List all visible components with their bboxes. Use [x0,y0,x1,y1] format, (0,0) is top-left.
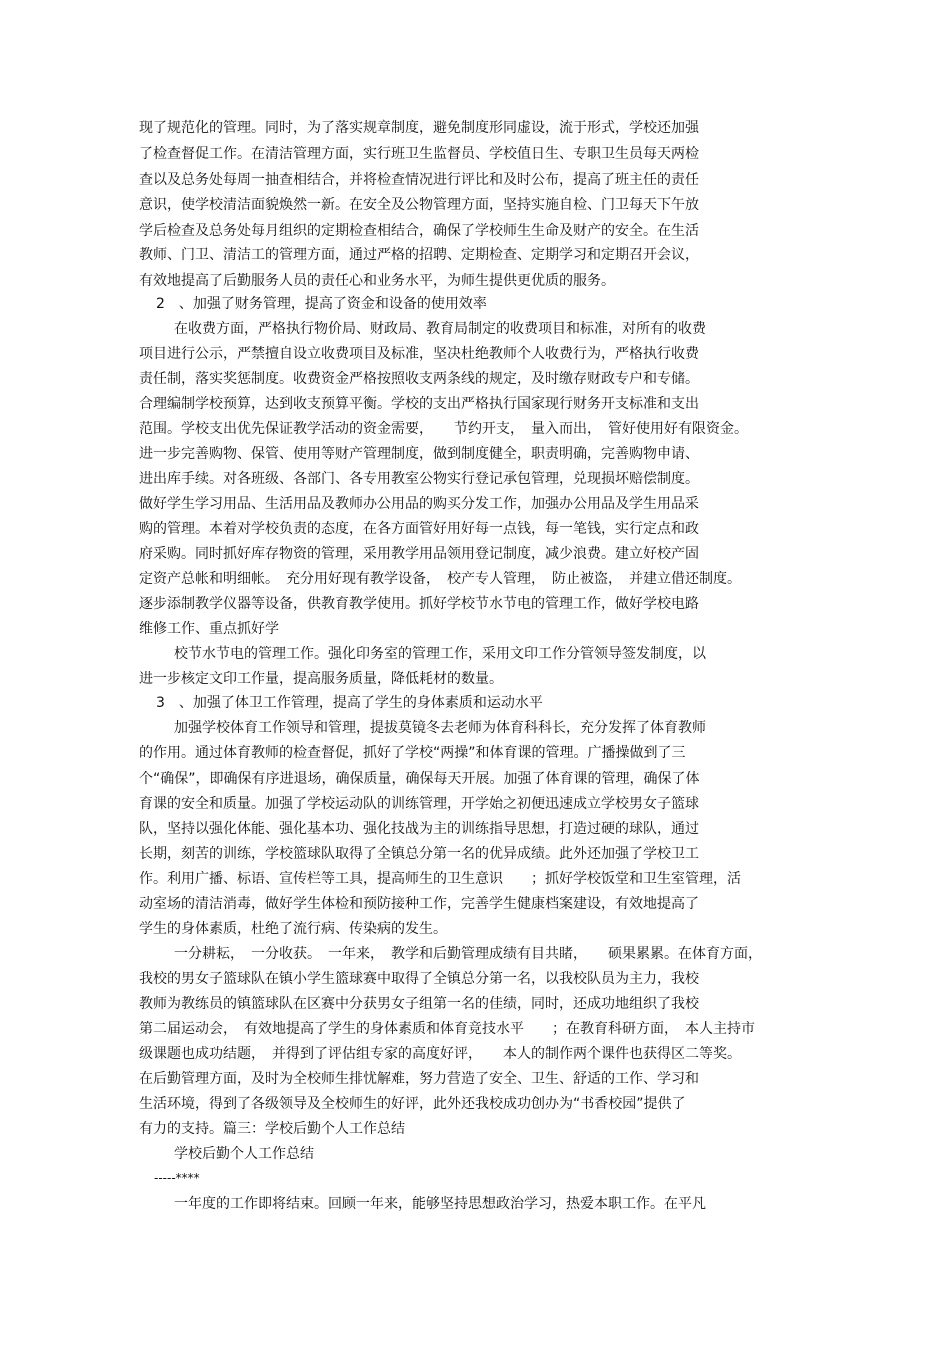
text-line: 购的管理。本着对学校负责的态度，在各方面管好用好每一点钱，每一笔钱，实行定点和政 [139,521,699,537]
text-line: 进出库手续。对各班级、各部门、各专用教室公物实行登记承包管理，兑现损坏赔偿制度。 [139,471,699,487]
text-line: 学后检查及总务处每月组织的定期检查相结合，确保了学校师生生命及财产的安全。在生活 [139,223,699,239]
text-line: 我校的男女子篮球队在镇小学生篮球赛中取得了全镇总分第一名，以我校队员为主力，我校 [139,971,699,987]
text-line: 责任制，落实奖惩制度。收费资金严格按照收支两条线的规定，及时缴存财政专户和专储。 [139,371,699,387]
text-line: 进一步完善购物、保管、使用等财产管理制度，做到制度健全，职责明确，完善购物申请、 [139,446,699,462]
text-line: 维修工作、重点抓好学 [139,621,279,637]
text-line: 项目进行公示，严禁擅自设立收费项目及标准，坚决杜绝教师个人收费行为，严格执行收费 [139,346,699,362]
text-line: 一分耕耘， 一分收获。 一年来， 教学和后勤管理成绩有目共睹， 硕果累累。在体育方面， [174,946,762,962]
subtitle: 学校后勤个人工作总结 [174,1146,314,1162]
text-line: 有力的支持。篇三：学校后勤个人工作总结 [139,1121,405,1137]
text-line: 教师、门卫、清洁工的管理方面，通过严格的招聘、定期检查、定期学习和定期召开会议， [139,247,699,263]
text-line: 动室场的清洁消毒，做好学生体检和预防接种工作，完善学生健康档案建设，有效地提高了 [139,896,699,912]
text-line: 育课的安全和质量。加强了学校运动队的训练管理，开学始之初便迅速成立学校男女子篮球 [139,796,699,812]
text-line: 做好学生学习用品、生活用品及教师办公用品的购买分发工作，加强办公用品及学生用品采 [139,496,699,512]
text-line: 府采购。同时抓好库存物资的管理，采用教学用品领用登记制度，减少浪费。建立好校产固 [139,546,699,562]
text-line: 加强学校体育工作领导和管理，提拔莫镜冬去老师为体育科科长，充分发挥了体育教师 [174,720,706,736]
text-line: 合理编制学校预算，达到收支预算平衡。学校的支出严格执行国家现行财务开支标准和支出 [139,396,699,412]
text-line: 在后勤管理方面，及时为全校师生排忧解难，努力营造了安全、卫生、舒适的工作、学习和 [139,1071,699,1087]
text-line: 队，坚持以强化体能、强化基本功、强化技战为主的训练指导思想，打造过硬的球队，通过 [139,821,699,837]
text-line: 的作用。通过体育教师的检查督促，抓好了学校“两操”和体育课的管理。广播操做到了三 [139,745,686,761]
text-line: 校节水节电的管理工作。强化印务室的管理工作，采用文印工作分管领导签发制度，以 [174,646,706,662]
section-heading: 3 、加强了体卫工作管理，提高了学生的身体素质和运动水平 [156,695,543,711]
text-line: 一年度的工作即将结束。回顾一年来，能够坚持思想政治学习，热爱本职工作。在平凡 [174,1196,706,1212]
text-line: 教师为教练员的镇篮球队在区赛中分获男女子组第一名的佳绩，同时，还成功地组织了我校 [139,996,699,1012]
text-line: 意识，使学校清洁面貌焕然一新。在安全及公物管理方面，坚持实施自检、门卫每天下午放 [139,197,699,213]
text-line: 在收费方面，严格执行物价局、财政局、教育局制定的收费项目和标准，对所有的收费 [174,321,706,337]
text-line: 范围。学校支出优先保证教学活动的资金需要， 节约开支， 量入而出， 管好使用好有限资金。 [139,421,748,437]
text-line: 了检查督促工作。在清洁管理方面，实行班卫生监督员、学校值日生、专职卫生员每天两检 [139,146,699,162]
section-heading: 2 、加强了财务管理，提高了资金和设备的使用效率 [156,296,487,312]
text-line: 个“确保”，即确保有序进退场，确保质量，确保每天开展。加强了体育课的管理，确保了体 [139,771,700,787]
text-line: 定资产总帐和明细帐。 充分用好现有教学设备， 校产专人管理， 防止被盗， 并建立借还制度。 [139,571,741,587]
text-line: 现了规范化的管理。同时，为了落实规章制度，避免制度形同虚设，流于形式，学校还加强 [139,120,699,136]
text-line: 进一步核定文印工作量，提高服务质量，降低耗材的数量。 [139,671,503,687]
text-line: 逐步添制教学仪器等设备，供教育教学使用。抓好学校节水节电的管理工作，做好学校电路 [139,596,699,612]
text-line: 有效地提高了后勤服务人员的责任心和业务水平，为师生提供更优质的服务。 [139,273,615,289]
text-line: 作。利用广播、标语、宣传栏等工具，提高师生的卫生意识 ；抓好学校饭堂和卫生室管理，活 [139,871,741,887]
text-line: 生活环境，得到了各级领导及全校师生的好评，此外还我校成功创办为“书香校园”提供了 [139,1096,686,1112]
text-line: 级课题也成功结题， 并得到了评估组专家的高度好评， 本人的制作两个课件也获得区二等奖。 [139,1046,741,1062]
text-line: 学生的身体素质，杜绝了流行病、传染病的发生。 [139,921,447,937]
text-line: 长期，刻苦的训练，学校篮球队取得了全镇总分第一名的优异成绩。此外还加强了学校卫工 [139,846,699,862]
author-line: -----**** [154,1171,200,1185]
text-line: 查以及总务处每周一抽查相结合，并将检查情况进行评比和及时公布，提高了班主任的责任 [139,172,699,188]
text-line: 第二届运动会， 有效地提高了学生的身体素质和体育竞技水平 ；在教育科研方面， 本人主持市 [139,1021,755,1037]
